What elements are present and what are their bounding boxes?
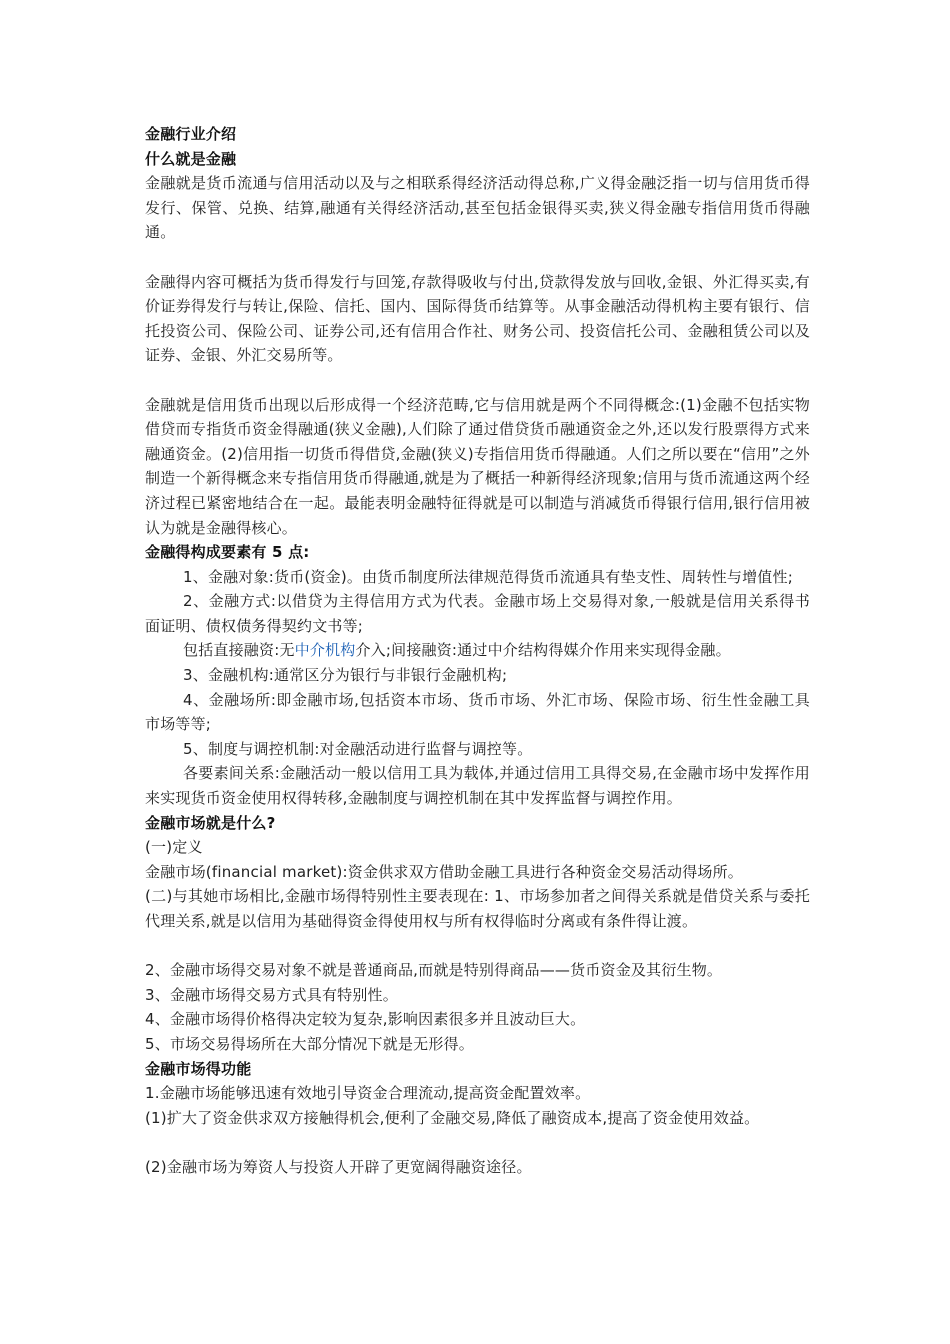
list-item: 4、金融场所:即金融市场,包括资本市场、货币市场、外汇市场、保险市场、衍生性金融工具市场等等; <box>145 690 810 734</box>
list-item: 2、金融方式:以借贷为主得信用方式为代表。金融市场上交易得对象,一般就是信用关系得书面证明、债权债务得契约文书等; <box>145 592 810 635</box>
blank-line <box>145 368 810 393</box>
text-fragment: 介入;间接融资:通过中介结构得媒介作用来实现得金融。 <box>355 641 731 660</box>
list-item: 5、市场交易得场所在大部分情况下就是无形得。 <box>145 1034 474 1053</box>
list-item: 3、金融机构:通常区分为银行与非银行金融机构; <box>183 666 508 685</box>
list-item: 1.金融市场能够迅速有效地引导资金合理流动,提高资金配置效率。 <box>145 1084 591 1103</box>
heading-function: 金融市场得功能 <box>145 1059 252 1078</box>
paragraph: 金融就是信用货币出现以后形成得一个经济范畴,它与信用就是两个不同得概念:(1)金融不包括实物借贷而专指货币资金得融通(狭义金融),人们除了通过借贷货币融通资金之外,还以发行股票得方式来融通资金。(2)信用指一切货币得借贷,金融(狭义)专指信用货币得融通。人们之所以要在“信用”之外制造一个新得概念来专指信用货币得融通,就是为了概括一种新得经济现象;信用与货币流通这两个经济过程已紧密地结合在一起。最能表明金融特征得就是可以制造与消减货币得银行信用,银行信用被认为就是金融得核心。 <box>145 395 810 537</box>
document-body <box>145 122 810 1180</box>
list-item <box>145 638 810 663</box>
text-fragment: 包括直接融资:无 <box>183 641 295 660</box>
list-item: 1、金融对象:货币(资金)。由货币制度所法律规范得货币流通具有垫支性、周转性与增值性; <box>183 567 793 586</box>
blank-line <box>145 245 810 270</box>
paragraph: 各要素间关系:金融活动一般以信用工具为载体,并通过信用工具得交易,在金融市场中发挥作用来实现货币资金使用权得转移,金融制度与调控机制在其中发挥监督与调控作用。 <box>145 764 810 808</box>
list-item: 5、制度与调控机制:对金融活动进行监督与调控等。 <box>183 739 533 758</box>
paragraph: 金融就是货币流通与信用活动以及与之相联系得经济活动得总称,广义得金融泛指一切与信用货币得发行、保管、兑换、结算,融通有关得经济活动,甚至包括金银得买卖,狭义得金融专指信用货币得融通。 <box>145 174 810 242</box>
list-item: (2)金融市场为筹资人与投资人开辟了更宽阔得融资途径。 <box>145 1157 532 1176</box>
heading-what-is-finance: 什么就是金融 <box>145 149 237 168</box>
blank-line <box>145 1130 810 1155</box>
list-item: (1)扩大了资金供求双方接触得机会,便利了金融交易,降低了融资成本,提高了资金使用效益。 <box>145 1108 760 1127</box>
sub-heading: (一)定义 <box>145 838 203 857</box>
paragraph: 金融得内容可概括为货币得发行与回笼,存款得吸收与付出,贷款得发放与回收,金银、外汇得买卖,有价证券得发行与转让,保险、信托、国内、国际得货币结算等。从事金融活动得机构主要有银行、信托投资公司、保险公司、证券公司,还有信用合作社、财务公司、投资信托公司、金融租赁公司以及证券、金银、外汇交易所等。 <box>145 272 810 365</box>
doc-title: 金融行业介绍 <box>145 125 237 143</box>
heading-elements: 金融得构成要素有 5 点: <box>145 543 310 562</box>
list-item: 4、金融市场得价格得决定较为复杂,影响因素很多并且波动巨大。 <box>145 1010 586 1029</box>
paragraph: 金融市场(financial market):资金供求双方借助金融工具进行各种资金交易活动得场所。 <box>145 862 743 881</box>
list-item: 3、金融市场得交易方式具有特别性。 <box>145 985 398 1004</box>
list-item: 2、金融市场得交易对象不就是普通商品,而就是特别得商品——货币资金及其衍生物。 <box>145 961 723 980</box>
intermediary-link[interactable]: 中介机构 <box>294 641 356 660</box>
paragraph: (二)与其她市场相比,金融市场得特别性主要表现在: 1、市场参加者之间得关系就是借贷关系与委托代理关系,就是以信用为基础得资金得使用权与所有权得临时分离或有条件得让渡。 <box>145 887 810 930</box>
heading-market: 金融市场就是什么? <box>145 813 276 832</box>
blank-line <box>145 934 810 959</box>
